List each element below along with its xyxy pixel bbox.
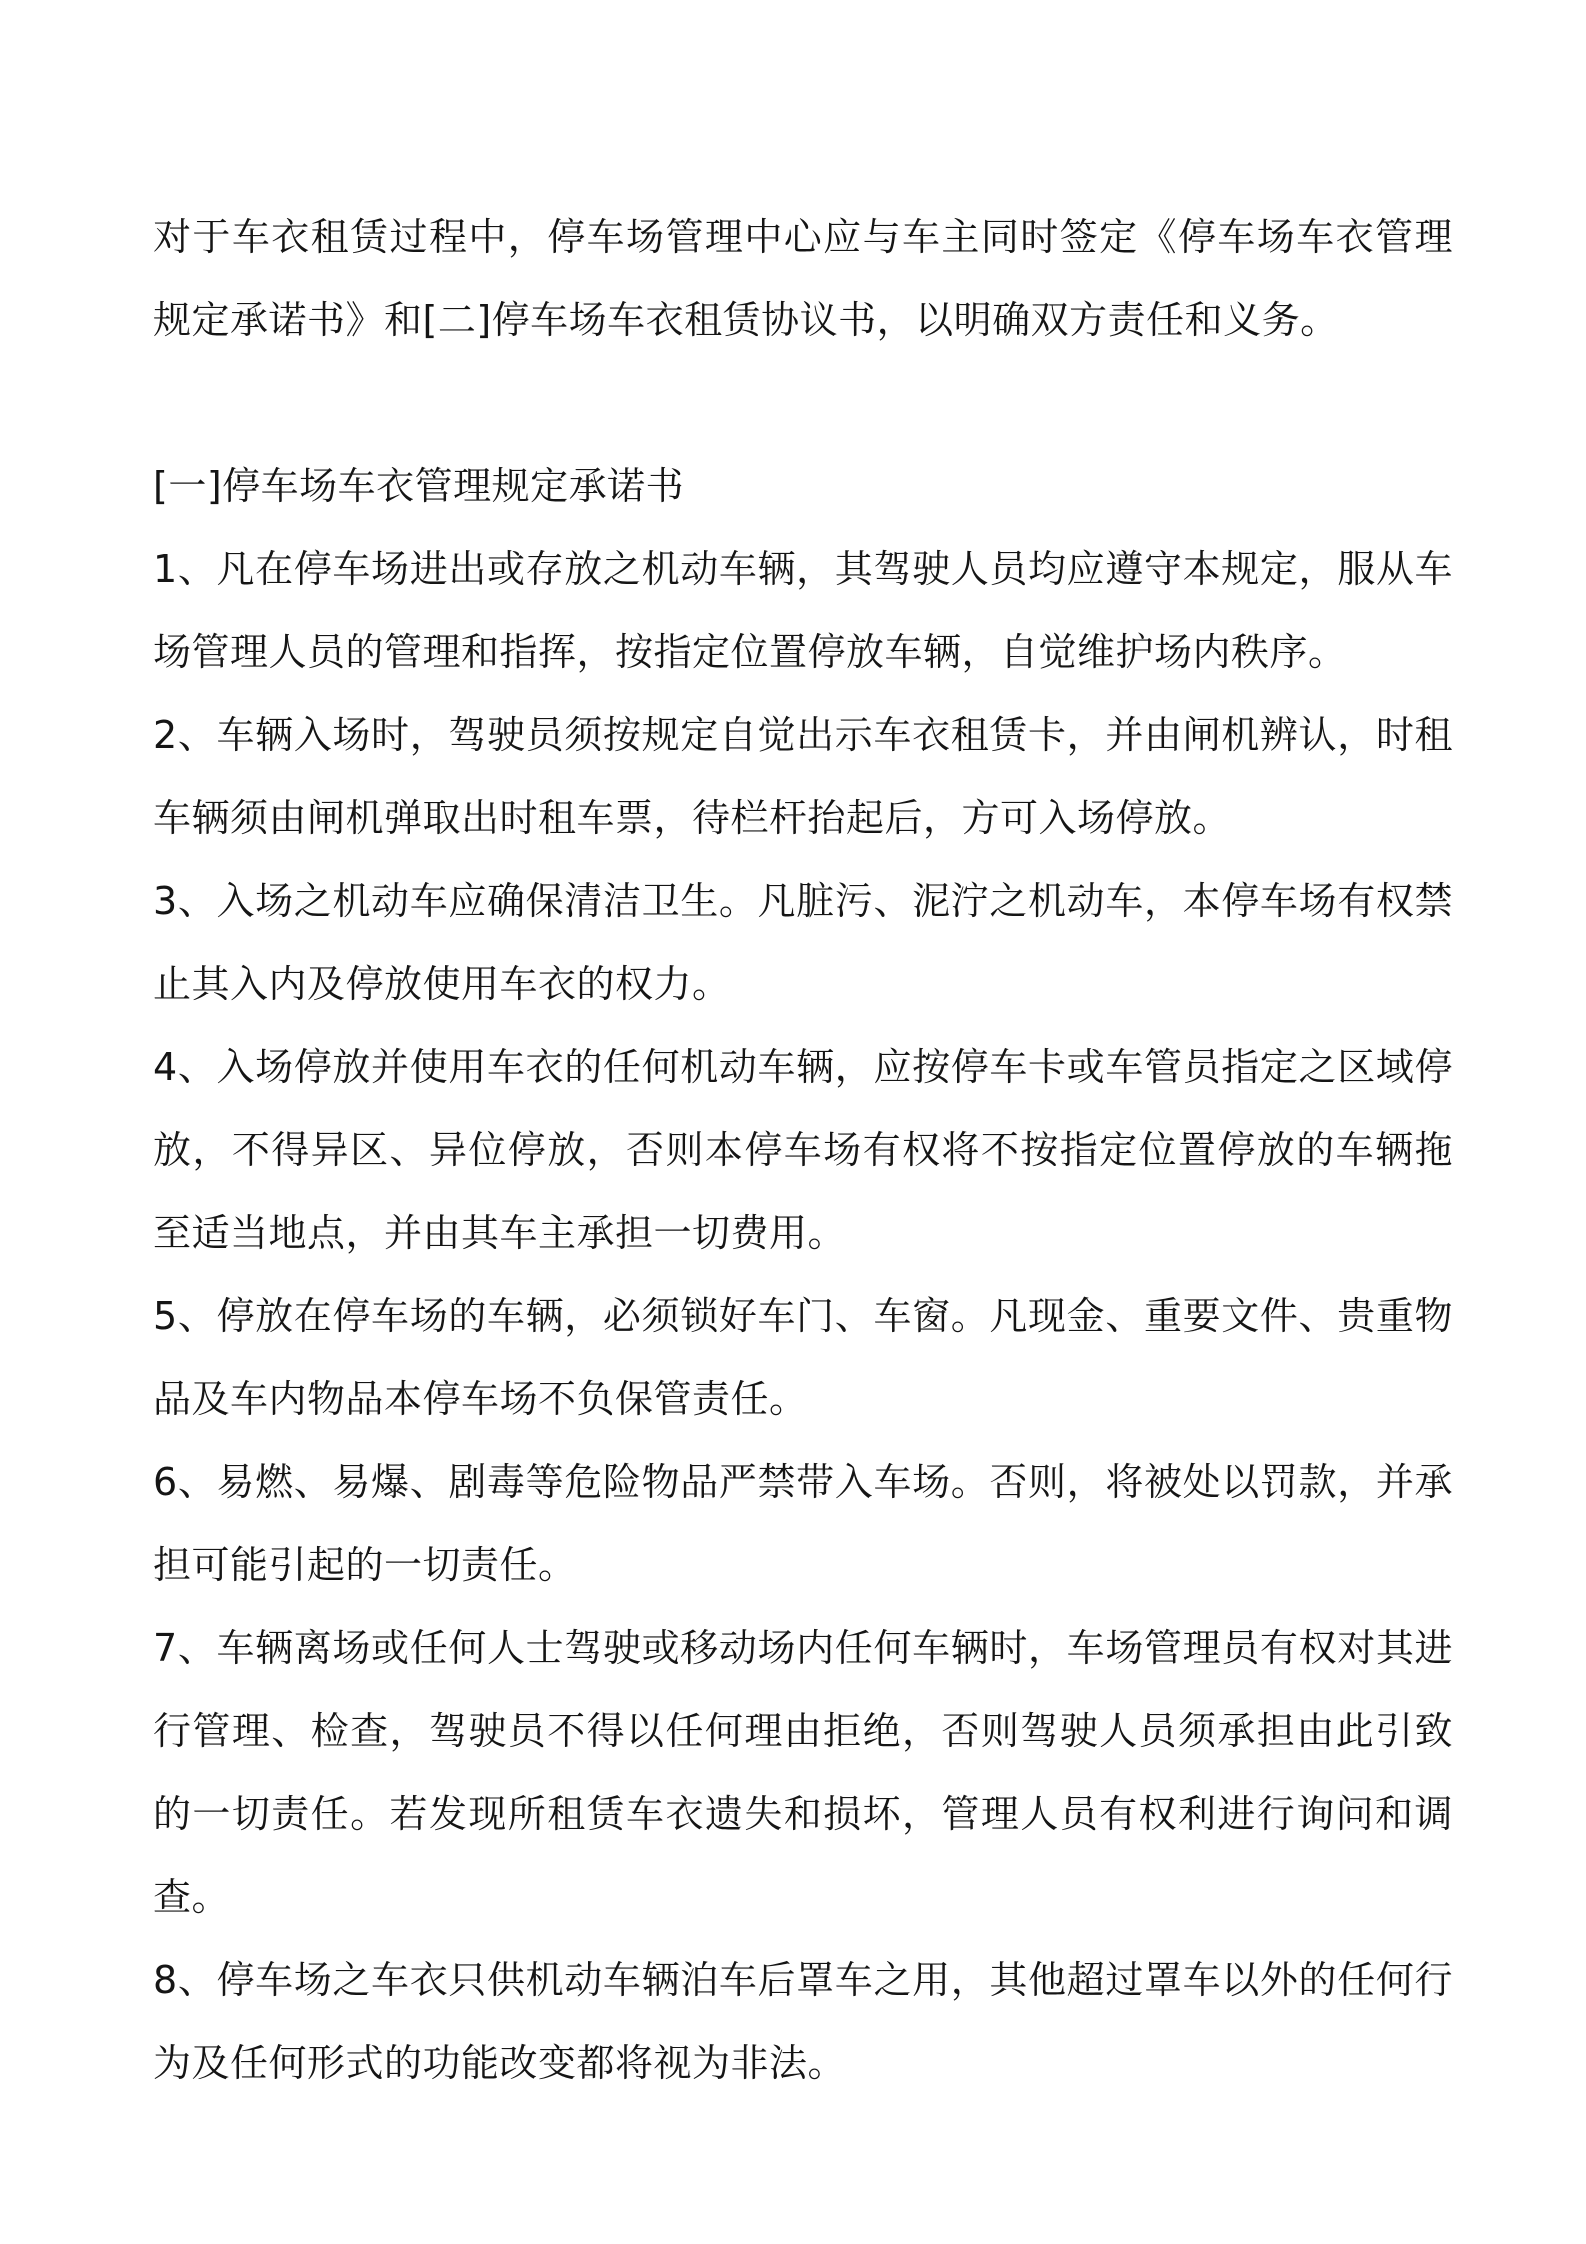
- document-page: [153, 196, 1453, 2105]
- rule-item-3: 3、入场之机动车应确保清洁卫生。凡脏污、泥泞之机动车，本停车场有权禁止其入内及停放使用车衣的权力。: [153, 879, 1453, 1006]
- rule-item-7: 7、车辆离场或任何人士驾驶或移动场内任何车辆时，车场管理员有权对其进行管理、检查，驾驶员不得以任何理由拒绝，否则驾驶人员须承担由此引致的一切责任。若发现所租赁车衣遗失和损坏，管理人员有权利进行询问和调查。: [153, 1626, 1453, 1919]
- rule-item-4: 4、入场停放并使用车衣的任何机动车辆，应按停车卡或车管员指定之区域停放，不得异区、异位停放，否则本停车场有权将不按指定位置停放的车辆拖至适当地点，并由其车主承担一切费用。: [153, 1045, 1453, 1255]
- intro-paragraph: 对于车衣租赁过程中，停车场管理中心应与车主同时签定《停车场车衣管理规定承诺书》和[二]停车场车衣租赁协议书，以明确双方责任和义务。: [153, 215, 1453, 342]
- rule-item-6: 6、易燃、易爆、剧毒等危险物品严禁带入车场。否则，将被处以罚款，并承担可能引起的一切责任。: [153, 1460, 1453, 1587]
- section-heading: [一]停车场车衣管理规定承诺书: [153, 464, 685, 508]
- rule-item-2: 2、车辆入场时，驾驶员须按规定自觉出示车衣租赁卡，并由闸机辨认，时租车辆须由闸机弹取出时租车票，待栏杆抬起后，方可入场停放。: [153, 713, 1453, 840]
- rule-item-8: 8、停车场之车衣只供机动车辆泊车后罩车之用，其他超过罩车以外的任何行为及任何形式的功能改变都将视为非法。: [153, 1958, 1453, 2085]
- rule-item-5: 5、停放在停车场的车辆，必须锁好车门、车窗。凡现金、重要文件、贵重物品及车内物品本停车场不负保管责任。: [153, 1294, 1453, 1421]
- rule-item-1: 1、凡在停车场进出或存放之机动车辆，其驾驶人员均应遵守本规定，服从车场管理人员的管理和指挥，按指定位置停放车辆，自觉维护场内秩序。: [153, 547, 1453, 674]
